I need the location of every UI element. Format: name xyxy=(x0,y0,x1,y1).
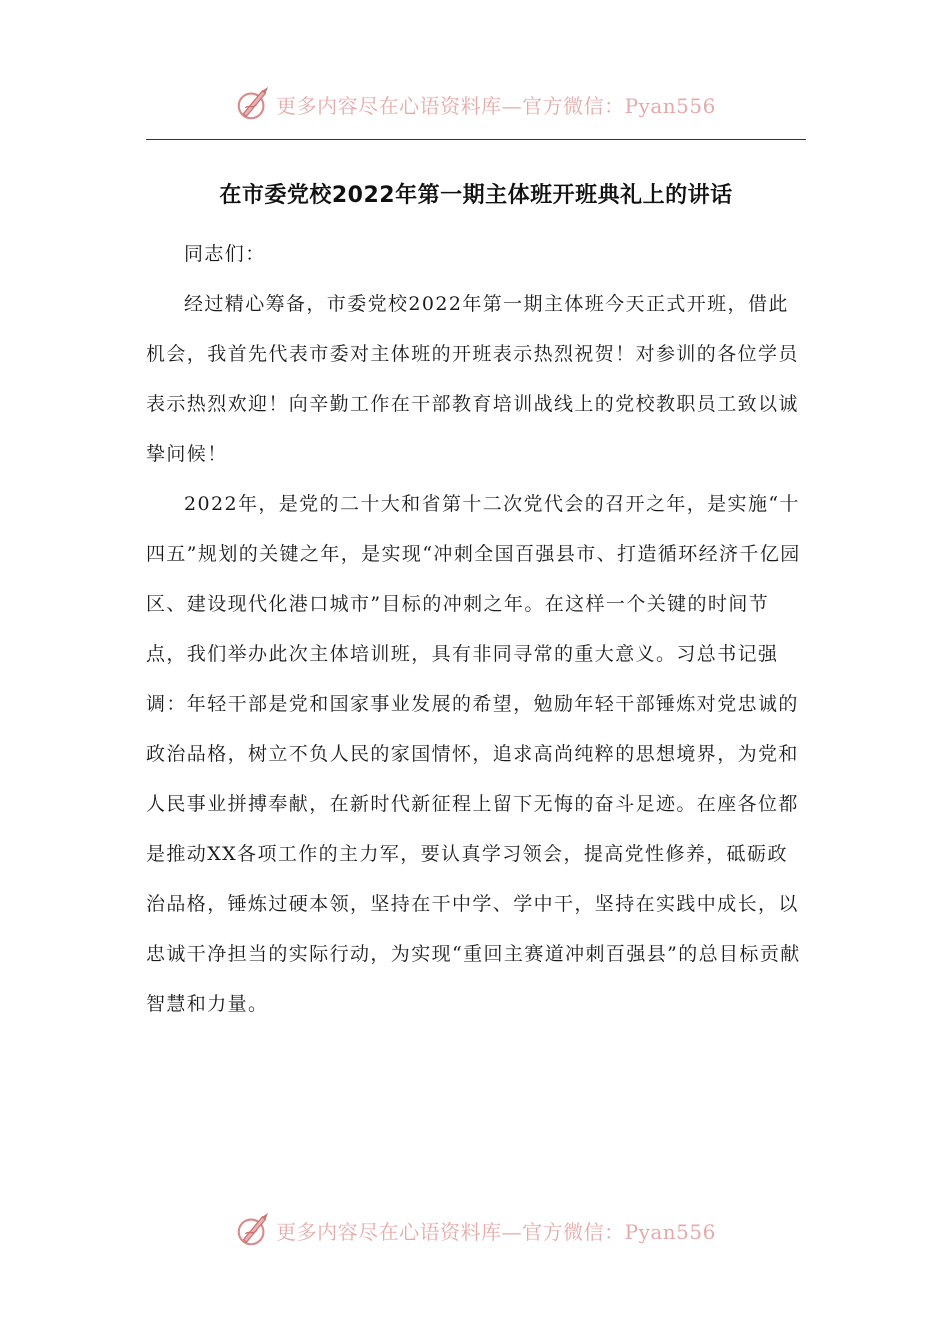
header-divider xyxy=(146,139,806,140)
paragraph: 经过精心筹备，市委党校2022年第一期主体班今天正式开班，借此机会，我首先代表市委对主体班的开班表示热烈祝贺！对参训的各位学员表示热烈欢迎！向辛勤工作在干部教育培训战线上的党校教职员工致以诚挚问候！ xyxy=(146,293,799,465)
footer-watermark xyxy=(0,1208,950,1252)
paragraph: 2022年，是党的二十大和省第十二次党代会的召开之年，是实施“十四五”规划的关键之年，是实现“冲刺全国百强县市、打造循环经济千亿园区、建设现代化港口城市”目标的冲刺之年。在这样一个关键的时间节点，我们举办此次主体培训班，具有非同寻常的重大意义。习总书记强调：年轻干部是党和国家事业发展的希望，勉励年轻干部锤炼对党忠诚的政治品格，树立不负人民的家国情怀，追求高尚纯粹的思想境界，为党和人民事业拼搏奉献，在新时代新征程上留下无悔的奋斗足迹。在座各位都是推动XX各项工作的主力军，要认真学习领会，提高党性修养，砥砺政治品格，锤炼过硬本领，坚持在干中学、学中干，坚持在实践中成长，以忠诚干净担当的实际行动，为实现“重回主赛道冲刺百强县”的总目标贡献智慧和力量。 xyxy=(146,493,801,1015)
salutation: 同志们： xyxy=(184,243,266,265)
document-body xyxy=(146,229,806,1029)
quill-pen-logo-icon xyxy=(234,1211,272,1249)
document-title: 在市委党校2022年第一期主体班开班典礼上的讲话 xyxy=(219,183,733,208)
watermark-text: 更多内容尽在心语资料库—官方微信：Pyan556 xyxy=(276,1219,716,1244)
watermark-text: 更多内容尽在心语资料库—官方微信：Pyan556 xyxy=(276,93,716,118)
header-watermark xyxy=(0,82,950,126)
quill-pen-logo-icon xyxy=(234,85,272,123)
